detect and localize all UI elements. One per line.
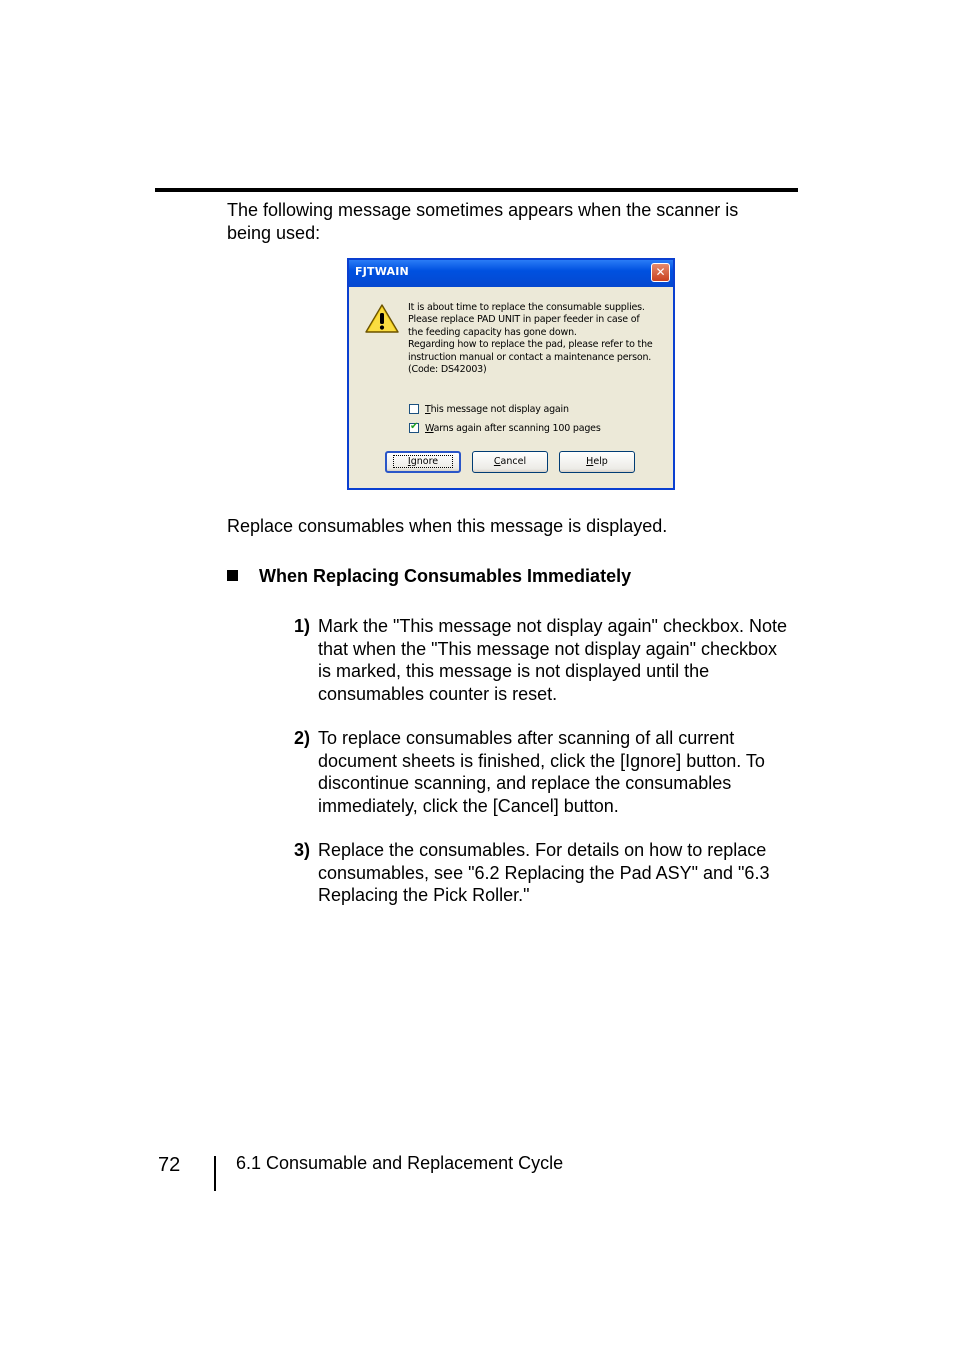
footer-divider <box>214 1156 216 1191</box>
step-item <box>294 615 794 705</box>
footer-section-title: 6.1 Consumable and Replacement Cycle <box>236 1153 564 1173</box>
checkbox-label: This message not display again <box>425 404 569 415</box>
checkbox-not-display-again[interactable] <box>409 404 569 418</box>
fjtwain-dialog <box>347 258 675 490</box>
close-icon: ✕ <box>655 265 666 279</box>
message-line: (Code: DS42003) <box>408 364 487 376</box>
replace-paragraph: Replace consumables when this message is displayed. <box>227 516 668 536</box>
warning-icon <box>365 304 399 334</box>
step-number: 1) <box>294 616 311 636</box>
checkbox-unchecked[interactable] <box>409 404 419 414</box>
dialog-title: FJTWAIN <box>355 265 409 278</box>
dialog-message <box>408 302 670 376</box>
help-button[interactable]: Help <box>559 451 635 473</box>
step-item <box>294 839 794 907</box>
ignore-button[interactable]: Ignore <box>385 451 461 473</box>
square-bullet-icon <box>227 570 238 581</box>
intro-paragraph: The following message sometimes appears when the scanner is being used: <box>227 200 739 243</box>
cancel-button[interactable]: Cancel <box>472 451 548 473</box>
checkbox-label: Warns again after scanning 100 pages <box>425 423 601 434</box>
close-button[interactable] <box>651 263 670 282</box>
checkbox-checked[interactable] <box>409 423 419 433</box>
step-number: 3) <box>294 840 311 860</box>
section-heading <box>227 565 631 587</box>
section-heading-text: When Replacing Consumables Immediately <box>259 566 632 586</box>
dialog-titlebar[interactable] <box>349 260 673 287</box>
step-text: Replace the consumables. For details on how to replace consumables, see "6.2 Replacing the Pad ASY" and "6.3 Replacing the Pick Roller." <box>318 840 770 905</box>
message-line: Please replace PAD UNIT in paper feeder in case of <box>408 314 640 326</box>
step-text: To replace consumables after scanning of all current document sheets is finished, click the [Ignore] button. To discontinue scanning, and replace the consumables immediately, click the [Cancel] button. <box>318 728 765 816</box>
step-number: 2) <box>294 728 311 748</box>
step-text: Mark the "This message not display again" checkbox. Note that when the "This message not display again" checkbox is marked, this message is not displayed until the consumables counter is reset. <box>318 616 788 704</box>
message-line: Regarding how to replace the pad, please refer to the <box>408 339 653 351</box>
message-line: the feeding capacity has gone down. <box>408 326 577 338</box>
top-rule <box>155 188 798 192</box>
step-item <box>294 727 794 817</box>
page-number: 72 <box>158 1154 181 1176</box>
checkbox-warns-again[interactable] <box>409 423 601 437</box>
checkmark-icon: ✔ <box>410 421 419 432</box>
message-line: instruction manual or contact a maintenance person. <box>408 351 652 363</box>
message-line: It is about time to replace the consumable supplies. <box>408 302 645 313</box>
